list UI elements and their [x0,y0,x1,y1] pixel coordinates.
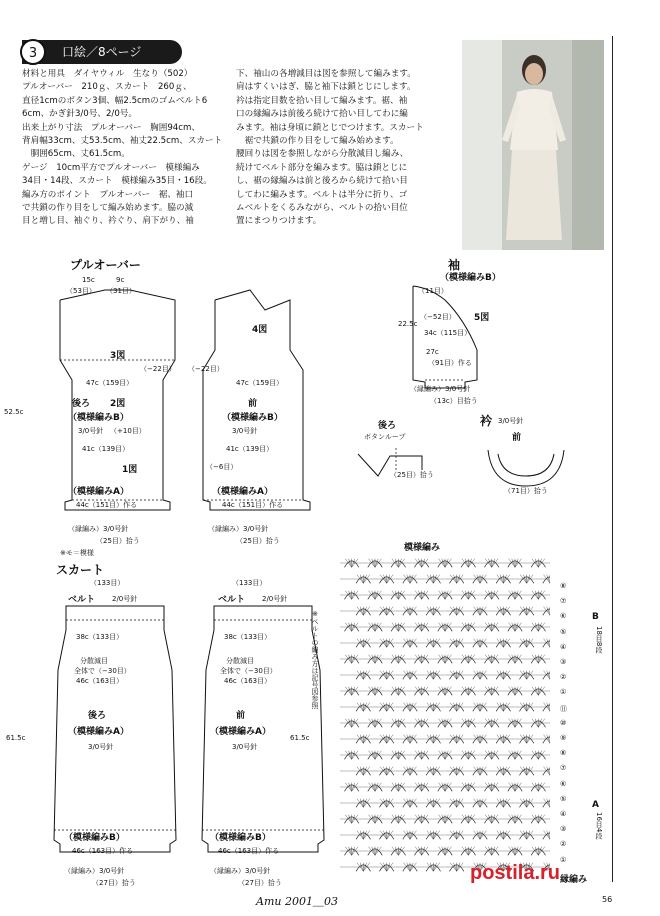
collar-hook: 3/0号針 [498,417,524,425]
skirt-front-reduce-all: 全体で（−30目） [220,667,277,675]
back-zu1: 1図 [122,465,138,475]
pullover-top-stitches: （53目） [66,287,96,295]
stitch-chart [340,555,550,875]
back-name: 後ろ [72,399,91,409]
pullover-length: 52.5c [4,408,24,416]
collar-button-loop: ボタンループ [364,433,406,441]
front-name: 前 [248,399,258,409]
skirt-title: スカート [56,563,105,577]
skirt-back-belt: ベルト [68,595,96,605]
skirt-front-w38: 38c（133目） [224,633,272,641]
back-pattern-a: （模様編みA） [68,487,129,497]
intro-line: ムベルトをくるみながら、ベルトの拾い目位 [236,203,408,214]
collar-back-stitches: （25目）拾う [390,471,434,479]
pullover-top-width: 15c [82,276,95,284]
chart-label-a: A [592,800,599,810]
chart-label-a-rows: 16目4段 [595,812,603,840]
magazine-footer: Amu 2001＿03 [256,895,338,908]
intro-line: 編み方のポイント プルオーバー 裾、袖口 [22,189,194,200]
skirt-front-belt: ベルト [218,595,246,605]
back-width-47: 47c（159目） [86,379,134,387]
sleeve-zu5: 5図 [474,313,490,323]
skirt-front-edging-stitches: （27目）拾う [238,879,282,887]
skirt-back-st133: （133目） [90,579,125,587]
pullover-title: プルオーバー [70,258,141,272]
chart-row-number: ⑤ [560,794,567,803]
back-zu2: 2図 [110,399,126,409]
chart-label-b: B [592,612,599,622]
chart-row-number: ② [560,840,567,849]
skirt-front-make: 46c（163目）作る [218,847,280,855]
skirt-front-st133: （133目） [232,579,267,587]
skirt-length-front: 61.5c [290,734,310,742]
intro-line: プルオーバー 210ｇ、スカート 260ｇ、 [22,82,192,93]
skirt-back-w46: 46c（163目） [76,677,124,685]
skirt-front-pattern-b: （模様編みB） [210,833,271,843]
sleeve-title: 袖 [448,258,461,272]
chart-row-number: ④ [560,642,567,651]
sleeve-reduce: （−52目） [420,313,456,321]
intro-left [22,68,222,229]
intro-line: 裾で共鎖の作り目をして編み始めます。 [236,136,399,147]
chart-row-number: ① [560,688,567,697]
page-border-line [612,36,613,882]
skirt-length-back: 61.5c [6,734,26,742]
skirt-back-reduce: 分散減目 [80,657,108,665]
collar-title: 衿 [480,414,493,428]
intro-line: 胴囲65cm、丈61.5cm。 [22,149,130,160]
skirt-front-pattern-a: （模様編みA） [210,727,271,737]
front-width-41: 41c（139目） [226,445,274,453]
section-header [22,40,182,64]
collar-front-stitches: （71目）拾う [504,487,548,495]
chart-row-number: ⑩ [560,718,567,727]
watermark: postila.ru [470,862,561,884]
pullover-shoulder-width: 9c [116,276,125,284]
skirt-back-reduce-all: 全体で（−30目） [74,667,131,675]
section-number: 3 [20,39,46,65]
intro-line: 出来上がり寸法 プルオーバー 胸囲94cm、 [22,122,200,133]
chart-row-number: ⑦ [560,597,567,606]
front-zu4: 4図 [252,325,268,335]
chart-row-number: ⑤ [560,627,567,636]
intro-line: 置にまつりつけます。 [236,216,322,227]
chart-row-number: ⑪ [560,704,567,713]
skirt-front-hook2: 2/0号針 [262,595,288,603]
intro-line: 34目・14段、スカート 模様編み35目・16段。 [22,176,212,187]
intro-line: 腰回りは図を参照しながら分散減目し編み、 [236,149,409,160]
chart-row-number: ③ [560,658,567,666]
back-plus: （+10目） [110,427,146,435]
sleeve-pattern: （模様編みB） [440,273,501,283]
front-reduce-6: （−6目） [206,463,238,471]
chart-title: 模様編み [404,543,441,553]
front-reduce: （−22目） [188,365,224,373]
chart-row-number: ⑧ [560,582,567,590]
intro-line: 口の縁編みは前後ろ続けて拾い目してわに編 [236,109,408,120]
collar-back: 後ろ [378,421,397,431]
chart-row-number: ④ [560,810,567,818]
back-width-44: 44c（151目）作る [76,501,138,509]
chart-row-number: ⑦ [560,764,567,773]
front-width-47: 47c（159目） [236,379,284,387]
intro-line: 目と増し目、袖ぐり、衿ぐり、肩下がり、袖 [22,216,194,227]
sleeve-length: 22.5c [398,320,418,328]
skirt-back-w38: 38c（133目） [76,633,124,641]
page-number: 56 [602,895,613,904]
intro-line: 材料と用具 ダイヤウィル 生なり（502） [22,69,193,79]
skirt-front-reduce: 分散減目 [226,657,254,665]
chart-row-number: ⑥ [560,779,567,788]
chart-edging: 縁編み [560,875,588,885]
sleeve-top-stitches: （11目） [418,287,448,295]
skirt-back-pattern-b: （模様編みB） [64,833,125,843]
chart-label-b-rows: 18目8段 [595,626,603,654]
skirt-back-pattern-a: （模様編みA） [68,727,129,737]
intro-line: 肩はすくいはぎ、脇と袖下は鎖とじにします。 [236,82,416,93]
chart-row-number: ③ [560,825,567,834]
skirt-back-name: 後ろ [88,711,107,721]
chart-row-number: ⑥ [560,612,567,621]
intro-line: 下、袖山の各増減目は図を参照して編みます。 [236,69,416,79]
skirt-back-hook3: 3/0号針 [88,743,114,751]
skirt-front-name: 前 [236,711,246,721]
chart-row-number: ⑧ [560,749,567,758]
front-width-44: 44c（151目）作る [222,501,284,509]
chart-row-number: ① [560,855,567,864]
intro-right [236,68,424,229]
skirt-back-edging-stitches: （27目）拾う [92,879,136,887]
intro-line: 続けてベルト部分を編みます。脇は鎖とじに [236,162,408,173]
back-edging: （縁編み）3/0号針 [68,525,129,533]
collar-front: 前 [512,433,522,443]
model-photo [462,40,604,250]
intro-line: ゲージ 10cm平方でプルオーバー 模様編み [22,162,200,173]
sleeve-width-27: 27c [426,348,439,356]
intro-line: 衿は指定目数を拾い目して編みます。裾、袖 [236,95,408,106]
skirt-front-w46: 46c（163目） [224,677,272,685]
intro-line: し、裾の縁編みは前と後ろから続けて拾い目 [236,176,408,187]
intro-line: みます。袖は身頃に鎖とじでつけます。スカート [236,122,424,133]
back-hook: 3/0号針 [78,427,104,435]
sleeve-edging: （縁編み）3/0号針 [410,385,471,393]
front-edging-stitches: （25目）拾う [236,537,280,545]
intro-line: 6cm、かぎ針3/0号、2/0号。 [22,109,137,120]
chart-row-number: ⑨ [560,734,567,742]
front-hook: 3/0号針 [232,427,258,435]
intro-line: してわに編みます。ベルトは半分に折り、ゴ [236,189,408,200]
front-edging: （縁編み）3/0号針 [208,525,269,533]
skirt-front-hook3: 3/0号針 [232,743,258,751]
pattern-note: ※モ＝模様 [60,549,94,557]
back-width-41: 41c（139目） [82,445,130,453]
skirt-back-make: 46c（163目）作る [72,847,134,855]
intro-line: で共鎖の作り目をして編み始めます。脇の減 [22,203,194,214]
intro-line: 直径1cmのボタン3個、幅2.5cmのゴムベルト6 [22,95,208,106]
intro-line: 背肩幅33cm、丈53.5cm、袖丈22.5cm、スカート [22,136,223,147]
back-pattern-b: （模様編みB） [68,413,129,423]
back-zu3: 3図 [110,351,126,361]
skirt-front-edging: （縁編み）3/0号針 [210,867,271,875]
skirt-back-edging: （縁編み）3/0号針 [64,867,125,875]
back-reduce: （−22目） [140,365,176,373]
sleeve-edging-stitches: （13c）目拾う [430,397,478,405]
front-pattern-a: （模様編みA） [212,487,273,497]
sleeve-width-34: 34c（115目） [424,329,472,337]
chart-row-number: ② [560,673,567,682]
skirt-belt-note: ※ベルトの編み方は記号図参照 [311,610,319,709]
skirt-back-hook2: 2/0号針 [112,595,138,603]
front-pattern-b: （模様編みB） [222,413,283,423]
section-title: 口絵／8ページ [62,45,142,59]
sleeve-make: （91目）作る [428,359,472,367]
pullover-shoulder-stitches: （31目） [106,287,136,295]
back-edging-stitches: （25目）拾う [96,537,140,545]
